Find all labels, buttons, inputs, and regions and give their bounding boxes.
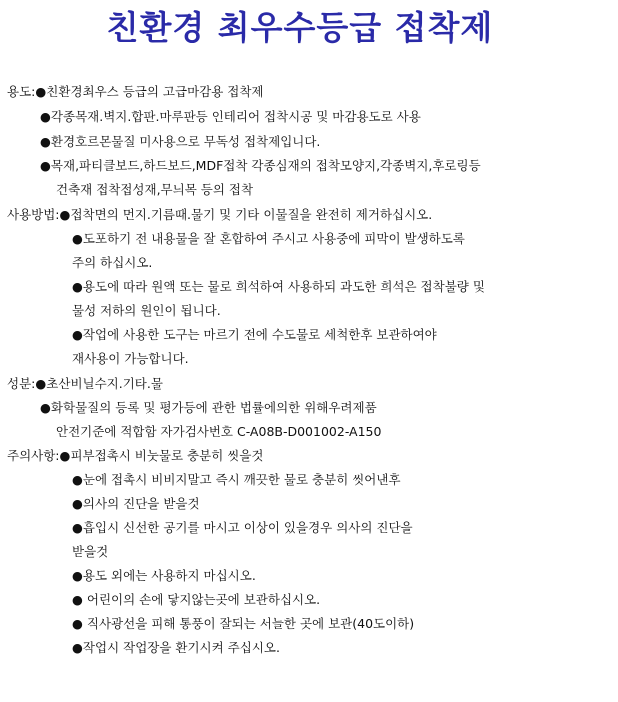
cautions-text: 받을것 — [72, 544, 109, 559]
cautions-line-4 — [72, 520, 413, 536]
usage-line-4 — [40, 158, 481, 174]
usage-line-1 — [7, 84, 264, 100]
method-line-6 — [72, 327, 437, 343]
bullet-icon: ● — [40, 109, 51, 124]
bullet-icon: ● — [72, 616, 83, 631]
usage-line-3 — [40, 134, 320, 150]
method-line-3 — [72, 255, 152, 271]
ingredients-line-1 — [7, 376, 163, 392]
cautions-line-9 — [72, 640, 280, 656]
cautions-line-2 — [72, 472, 401, 488]
bullet-icon: ● — [72, 640, 83, 655]
usage-text: 목재,파티클보드,하드보드,MDF접착 각종심재의 접착모양지,각종벽지,후로링등 — [50, 158, 481, 173]
bullet-icon: ● — [35, 84, 47, 99]
cautions-text: 피부접촉시 비눗물로 충분히 씻을것 — [70, 448, 264, 463]
page-title: 친환경 최우수등급 접착제 — [106, 8, 494, 47]
bullet-icon: ● — [72, 520, 83, 535]
ingredients-text: 안전기준에 적합함 자가검사번호 C-A08B-D001002-A150 — [56, 424, 382, 439]
ingredients-text: 초산비닐수지.기타.물 — [46, 376, 163, 391]
bullet-icon: ● — [35, 376, 47, 391]
cautions-text: 작업시 작업장을 환기시켜 주십시오. — [82, 640, 280, 655]
usage-text: 각종목재.벽지.합판.마루판등 인테리어 접착시공 및 마감용도로 사용 — [50, 109, 421, 124]
bullet-icon: ● — [72, 279, 83, 294]
method-line-5 — [72, 303, 221, 319]
cautions-text: 흡입시 신선한 공기를 마시고 이상이 있을경우 의사의 진단을 — [82, 520, 413, 535]
bullet-icon: ● — [72, 496, 83, 511]
method-text: 재사용이 가능합니다. — [72, 351, 189, 366]
method-text: 도포하기 전 내용물을 잘 혼합하여 주시고 사용중에 피막이 발생하도록 — [82, 231, 465, 246]
method-line-1 — [7, 207, 432, 223]
method-text: 주의 하십시오. — [72, 255, 153, 270]
method-label: 사용방법: — [7, 207, 60, 222]
cautions-line-7 — [72, 592, 320, 608]
bullet-icon: ● — [72, 472, 83, 487]
cautions-text: 의사의 진단을 받을것 — [82, 496, 200, 511]
bullet-icon: ● — [72, 327, 83, 342]
cautions-text: 어린이의 손에 닿지않는곳에 보관하십시오. — [82, 592, 321, 607]
bullet-icon: ● — [59, 207, 71, 222]
bullet-icon: ● — [40, 134, 51, 149]
ingredients-line-3 — [56, 424, 381, 440]
ingredients-text: 화학물질의 등록 및 평가등에 관한 법률에의한 위해우려제품 — [50, 400, 377, 415]
usage-text: 건축재 접착접성재,무늬목 등의 접착 — [56, 182, 254, 197]
usage-text: 친환경최우스 등급의 고급마감용 접착제 — [46, 84, 264, 99]
cautions-text: 직사광선을 피해 통풍이 잘되는 서늘한 곳에 보관(40도이하) — [82, 616, 415, 631]
cautions-line-1 — [7, 448, 263, 464]
method-text: 작업에 사용한 도구는 마르기 전에 수도물로 세척한후 보관하여야 — [82, 327, 437, 342]
cautions-line-3 — [72, 496, 200, 512]
method-text: 용도에 따라 원액 또는 물로 희석하여 사용하되 과도한 희석은 접착불량 및 — [82, 279, 485, 294]
bullet-icon: ● — [72, 592, 83, 607]
cautions-line-5 — [72, 544, 108, 560]
cautions-line-8 — [72, 616, 414, 632]
method-line-2 — [72, 231, 465, 247]
cautions-label: 주의사항: — [7, 448, 60, 463]
usage-line-2 — [40, 109, 421, 125]
bullet-icon: ● — [40, 158, 51, 173]
method-line-7 — [72, 351, 189, 367]
ingredients-label: 성분: — [7, 376, 36, 391]
usage-line-5 — [56, 182, 253, 198]
cautions-text: 용도 외에는 사용하지 마십시오. — [82, 568, 256, 583]
method-line-4 — [72, 279, 485, 295]
bullet-icon: ● — [72, 568, 83, 583]
ingredients-line-2 — [40, 400, 377, 416]
cautions-text: 눈에 접촉시 비비지말고 즉시 깨끗한 물로 충분히 씻어낸후 — [82, 472, 401, 487]
usage-label: 용도: — [7, 84, 36, 99]
bullet-icon: ● — [40, 400, 51, 415]
usage-text: 환경호르몬물질 미사용으로 무독성 접착제입니다. — [50, 134, 321, 149]
bullet-icon: ● — [59, 448, 71, 463]
method-text: 물성 저하의 원인이 됩니다. — [72, 303, 221, 318]
method-text: 접착면의 먼지.기름때.물기 및 기타 이물질을 완전히 제거하십시오. — [70, 207, 433, 222]
bullet-icon: ● — [72, 231, 83, 246]
cautions-line-6 — [72, 568, 256, 584]
